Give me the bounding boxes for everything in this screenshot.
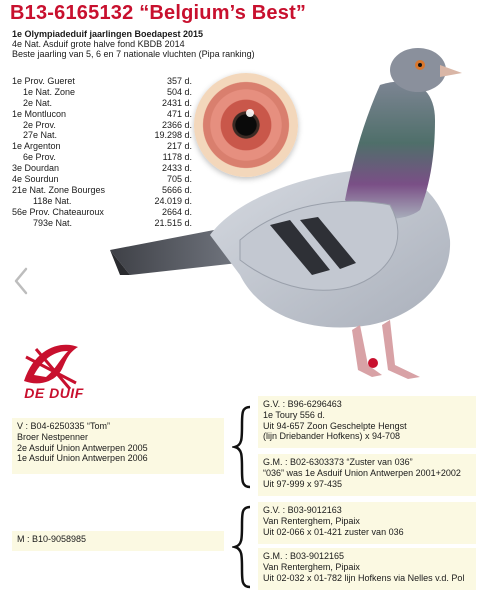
pedigree-line: G.V. : B96-6296463	[263, 399, 342, 409]
eye-highlight	[246, 109, 254, 117]
result-label: 2e Nat.	[23, 97, 53, 108]
summary-line: Beste jaarling van 5, 6 en 7 nationale vluchten (Pipa ranking)	[12, 49, 255, 60]
brace-icon	[232, 505, 254, 589]
result-label: 1e Nat. Zone	[23, 86, 76, 97]
result-value: 24.019 d.	[154, 195, 192, 206]
result-label: 6e Prov.	[23, 152, 56, 163]
pedigree-line: Uit 97-999 x 97-435	[263, 478, 343, 489]
result-value: 504 d.	[166, 86, 192, 97]
previous-arrow-icon[interactable]	[10, 266, 34, 296]
result-label: 2e Prov.	[23, 119, 56, 130]
ring-number: B13-6165132	[10, 2, 134, 24]
result-value: 2433 d.	[161, 163, 192, 174]
pedigree-line: Van Renterghem, Pipaix	[263, 561, 360, 572]
pedigree-line: Uit 94-657 Zoon Geschelpte Hengst	[263, 420, 407, 431]
result-label: 21e Nat. Zone Bourges	[12, 184, 106, 195]
sire-box	[12, 418, 224, 474]
sire-line: Broer Nestpenner	[17, 431, 89, 442]
result-label: 1e Montlucon	[12, 108, 67, 119]
granddam-maternal-box	[258, 548, 476, 590]
eye-closeup-image	[194, 73, 298, 177]
result-label: 56e Prov. Chateauroux	[12, 206, 104, 217]
result-value: 357 d.	[166, 76, 192, 86]
result-label: 1e Prov. Gueret	[12, 76, 75, 86]
granddam-paternal-box	[258, 454, 476, 496]
result-value: 2664 d.	[161, 206, 192, 217]
pigeon-image	[90, 25, 480, 405]
sire-line: 1e Asduif Union Antwerpen 2006	[17, 453, 148, 464]
result-value: 705 d.	[166, 174, 192, 185]
pedigree-line: Uit 02-066 x 01-421 zuster van 036	[263, 526, 404, 537]
page-title	[10, 2, 306, 25]
sire-line: 2e Asduif Union Antwerpen 2005	[17, 442, 148, 453]
result-label: 3e Dourdan	[12, 163, 60, 174]
result-value: 2366 d.	[161, 119, 192, 130]
result-value: 471 d.	[166, 108, 192, 119]
summary-line: 1e Olympiadeduif jaarlingen Boedapest 2015	[12, 29, 204, 39]
sire-line: V : B04-6250335 “Tom”	[17, 421, 111, 431]
result-value: 1178 d.	[162, 152, 192, 163]
result-label: 118e Nat.	[33, 195, 72, 206]
result-value: 2431 d.	[161, 97, 192, 108]
pedigree-line: G.M. : B03-9012165	[263, 551, 345, 561]
dam-box	[12, 531, 224, 551]
dam-line: M : B10-9058985	[17, 534, 87, 544]
result-value: 19.298 d.	[154, 130, 192, 141]
pedigree-line: Van Renterghem, Pipaix	[263, 515, 360, 526]
grandsire-maternal-box	[258, 502, 476, 544]
pedigree-line: 1e Toury 556 d.	[263, 409, 325, 420]
result-value: 5666 d.	[161, 184, 192, 195]
pedigree-line: G.M. : B02-6303373 “Zuster van 036”	[263, 457, 413, 467]
result-label: 1e Argenton	[12, 141, 61, 152]
pedigree-line: Uit 02-032 x 01-782 lijn Hofkens via Nelles v.d. Pol	[263, 572, 465, 583]
result-value: 21.515 d.	[154, 217, 192, 228]
logo-text: DE DUIF	[24, 385, 84, 401]
pedigree-line: “036” was 1e Asduif Union Antwerpen 2001+2002	[263, 467, 461, 478]
summary-line: 4e Nat. Asduif grote halve fond KBDB 2014	[12, 39, 185, 50]
result-value: 217 d.	[166, 141, 192, 152]
pedigree-line: G.V. : B03-9012163	[263, 505, 342, 515]
result-label: 27e Nat.	[23, 130, 58, 141]
grandsire-paternal-box	[258, 396, 476, 448]
result-label: 793e Nat.	[33, 217, 73, 228]
pigeon-name: “Belgium’s Best”	[139, 2, 307, 24]
brace-icon	[232, 405, 254, 489]
result-label: 4e Sourdun	[12, 174, 59, 185]
pedigree-line: (lijn Driebander Hofkens) x 94-708	[263, 431, 401, 442]
